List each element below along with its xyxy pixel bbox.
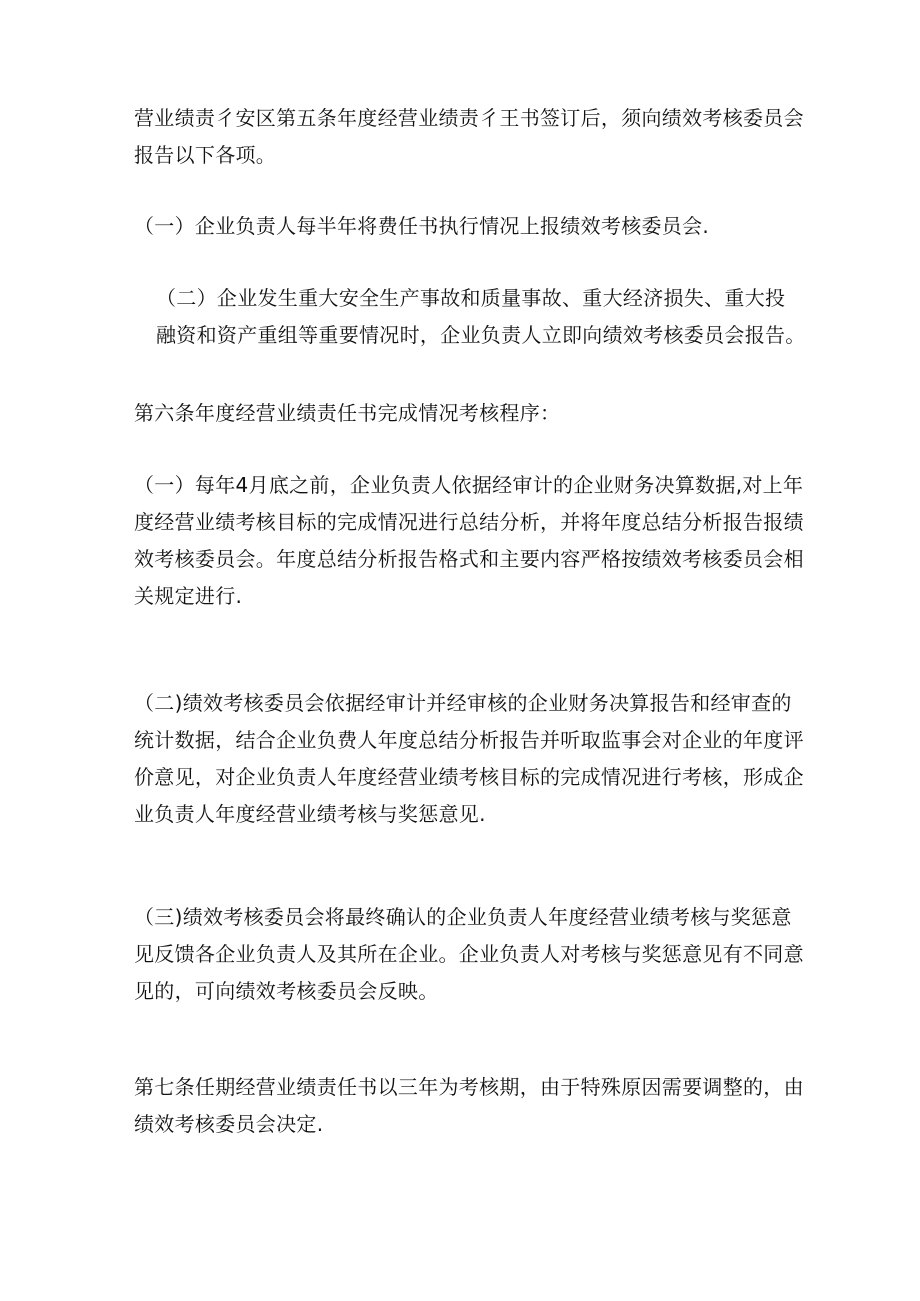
text-line: 第七条任期经营业绩责任书以三年为考核期，由于特殊原因需要调整的，由 [134, 1075, 804, 1099]
text-line: （一）企业负责人每半年将费任书执行情况上报绩效考核委员会. [134, 214, 710, 238]
paragraph-item-2-major-events [134, 280, 816, 354]
text-line: （二）企业发生重大安全生产事故和质量事故、重大经济损失、重大投 [156, 286, 786, 310]
text-line: 融资和资产重组等重要情况时，企业负责人立即向绩效考核委员会报告。 [156, 323, 806, 347]
text-line: 业负责人年度经营业绩考核与奖惩意见. [134, 802, 486, 826]
text-line: 第六条年度经营业绩责任书完成情况考核程序： [134, 401, 561, 425]
text-line: （二)绩效考核委员会依据经审计并经审核的企业财务决算报告和经审查的 [134, 691, 792, 715]
text-line: 关规定进行. [134, 584, 243, 608]
text-line: 营业绩责彳安区第五条年度经营业绩责彳王书签订后，须向绩效考核委员会 [134, 106, 804, 130]
text-line: 度经营业绩考核目标的完成情况进行总结分析，并将年度总结分析报告报绩 [134, 510, 804, 534]
paragraph-item-1-semiannual [134, 208, 794, 245]
text-line: （三)绩效考核委员会将最终确认的企业负责人年度经营业绩考核与奖惩意 [134, 905, 792, 929]
article-6-heading [134, 395, 794, 432]
text-line: 见反馈各企业负责人及其所在企业。企业负责人对考核与奖惩意见有不同意 [134, 942, 804, 966]
paragraph-article-6-item-2 [134, 685, 804, 833]
paragraph-report-items [134, 100, 804, 174]
paragraph-article-6-item-3 [134, 899, 804, 1010]
text-line: 效考核委员会。年度总结分析报告格式和主要内容严格按绩效考核委员会相 [134, 547, 804, 571]
paragraph-article-6-item-1 [134, 467, 804, 615]
text-line: 见的，可向绩效考核委员会反映。 [134, 979, 439, 1003]
paragraph-article-7 [134, 1069, 804, 1143]
text-line: （一）每年4月底之前，企业负责人依据经审计的企业财务决算数据,对上年 [134, 473, 804, 497]
text-line: 统计数据，结合企业负费人年度总结分析报告并听取监事会对企业的年度评 [134, 728, 804, 752]
text-line: 绩效考核委员会决定. [134, 1112, 324, 1136]
text-line: 报告以下各项。 [134, 143, 277, 167]
text-line: 价意见，对企业负责人年度经营业绩考核目标的完成情况进行考核，形成企 [134, 765, 804, 789]
